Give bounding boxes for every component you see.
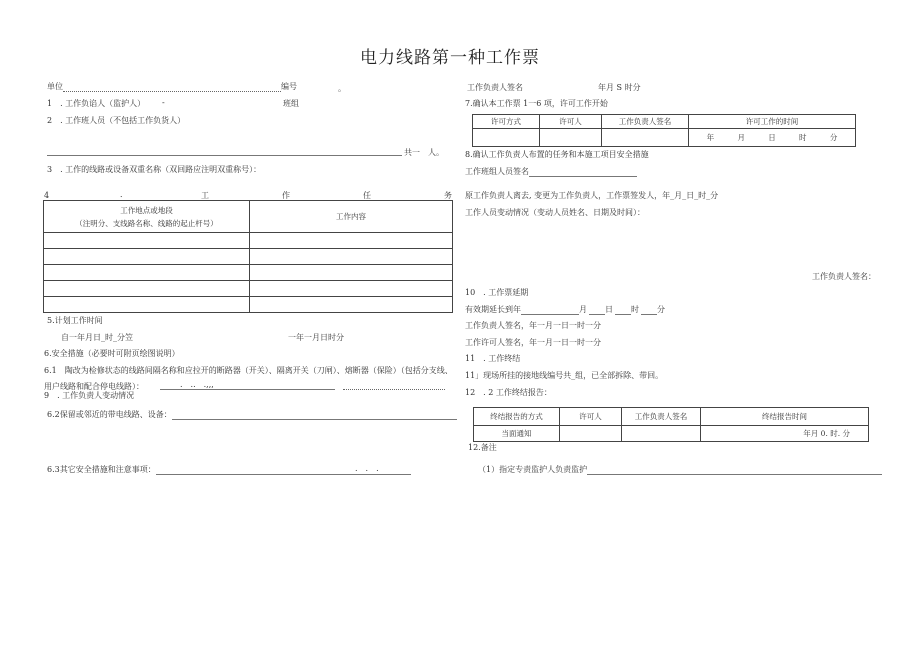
time-minute: 分: [829, 133, 838, 142]
unit-row: [47, 82, 297, 92]
item8-sign-label: 工作班组人员签名: [465, 167, 529, 176]
item2-total: 共一 人。: [404, 148, 444, 157]
task-cell[interactable]: [44, 265, 250, 281]
task-cell[interactable]: [44, 297, 250, 313]
end-header-method: 终结报告的方式: [474, 408, 560, 426]
permit-sign2: 工作许可人签名，年一月一日一时一分: [465, 338, 601, 347]
item62-label: 6.2保留或邻近的带电线路、设备：: [47, 410, 172, 419]
task-cell[interactable]: [44, 233, 250, 249]
number-mark: 。: [338, 84, 346, 93]
item2-label: 2 . 工作班人员（不包括工作负货人）: [47, 116, 186, 125]
item111-text: 11」现场所挂的接地线编号共_组，已全部拆除、带回。: [465, 371, 664, 380]
page-title: 电力线路第一种工作票: [360, 48, 540, 68]
item6-label: 6.安全措施（必要时可附页绘图说明）: [44, 349, 180, 358]
task-cell[interactable]: [250, 233, 453, 249]
time-year: 年: [706, 133, 715, 142]
item61-line1: 6.1 陶改为检修状态的线路间隔名称和应拉开的断路器（开关）、隔离开关（刀闸）、熔断器（保险）（包括分支线、: [44, 366, 453, 375]
remark1-row: [478, 465, 882, 475]
end-cell-leader[interactable]: [622, 426, 701, 442]
item5-from: 自一年月日_时_分笠: [61, 333, 133, 342]
extend-day-field[interactable]: [615, 306, 631, 315]
time-day: 日: [768, 133, 776, 142]
time-month: 月: [737, 133, 745, 142]
permit-header-method: 许可方式: [473, 115, 540, 129]
extend-month-field[interactable]: [589, 306, 605, 315]
number-label: 编号: [281, 82, 297, 91]
item5-label: 5.计划工作时间: [47, 316, 103, 325]
member-change: 工作人员变动情况（变动人员姓名、日期及时间）：: [465, 208, 645, 217]
item11-label: 11 . 工作终结: [465, 354, 521, 363]
end-header-person: 许可人: [560, 408, 622, 426]
item61-marks: . .. .,,,: [180, 380, 214, 389]
item4-char-1: 4: [44, 191, 50, 200]
unit-field[interactable]: [63, 83, 281, 92]
item8-label: 8.确认工作负责人布置的任务和本施工项目安全措施: [465, 150, 649, 159]
task-cell[interactable]: [250, 265, 453, 281]
leader-sign: 工作负责人签名：: [812, 272, 876, 281]
item10-label: 10 . 工作票延期: [465, 288, 529, 297]
end-header-leader: 工作负责人签名: [622, 408, 701, 426]
item4-char-5: 任: [363, 191, 371, 200]
item1-mark: -: [162, 98, 165, 107]
permit-header-leader: 工作负责人签名: [602, 115, 689, 129]
extend-year-field[interactable]: [521, 306, 579, 315]
extend-hour-field[interactable]: [641, 306, 657, 315]
item7-label: 7.确认本工作票 1一6 项，许可工作开始: [465, 99, 608, 108]
task-table: [43, 200, 453, 313]
item12-label: 12 . 2 工作终结报告：: [465, 388, 552, 397]
end-table: [473, 407, 869, 442]
time-hour: 时: [799, 133, 807, 142]
extend-hour: 时: [631, 305, 639, 314]
item9-label: 9 . 工作负责人变动情况: [44, 391, 135, 400]
change-text: 原工作负责人离去, 变更为工作负责人，工作票签发人，年_月_日_时_分: [465, 191, 719, 200]
item1-group: 班组: [283, 99, 299, 108]
item3-label: 3 . 工作的线路或设备双重名称（双回路应注明双重称号）：: [47, 165, 262, 174]
extend-label: 有效期延长到年: [465, 305, 521, 314]
item63-label: 6.3其它安全措施和注意事项：: [47, 465, 156, 474]
task-cell[interactable]: [250, 249, 453, 265]
task-col-location: 工作地点或地段 （注明分、支线路名称、线路的起止杆号）: [44, 201, 250, 233]
remark1-field[interactable]: [587, 466, 882, 475]
item4-char-2: ．: [120, 190, 128, 199]
sign-label: 工作负责人签名: [467, 83, 523, 92]
task-cell[interactable]: [44, 249, 250, 265]
permit-time-cell[interactable]: [689, 129, 856, 147]
end-cell-person[interactable]: [560, 426, 622, 442]
permit-cell[interactable]: [540, 129, 602, 147]
extend-month: 月: [579, 305, 587, 314]
leader-sign2: 工作负责人签名，年一月一日一时一分: [465, 321, 601, 330]
extend-day: 日: [605, 305, 613, 314]
item63-marks: . . .: [355, 464, 379, 473]
item2-line[interactable]: [47, 146, 402, 156]
end-header-time: 终结报告时间: [701, 408, 869, 426]
item61-dots[interactable]: [343, 380, 445, 390]
end-cell-time[interactable]: 年月 0. 时. 分: [701, 426, 869, 442]
task-cell[interactable]: [44, 281, 250, 297]
remark1-label: （1）指定专责监护人负责监护: [478, 465, 588, 474]
end-cell-method[interactable]: 当面通知: [474, 426, 560, 442]
item61-line2: 用户线路和配合停电线路）：: [44, 382, 144, 391]
permit-header-time: 许可工作的时间: [689, 115, 856, 129]
item62-field[interactable]: [172, 411, 457, 420]
extend-row: [465, 305, 665, 315]
item8-sign-field[interactable]: [529, 168, 637, 177]
item4-char-6: 务: [444, 191, 452, 200]
item1-label: 1 . 工作负谄人（监护人）: [47, 99, 146, 108]
item62-row: [47, 410, 457, 420]
extend-minute: 分: [657, 305, 665, 314]
remark-label: 12.备注: [468, 443, 497, 452]
permit-cell[interactable]: [602, 129, 689, 147]
unit-label: 单位: [47, 82, 63, 91]
item4-char-4: 作: [282, 191, 290, 200]
item4-char-3: 工: [201, 191, 209, 200]
task-cell[interactable]: [250, 281, 453, 297]
permit-cell[interactable]: [473, 129, 540, 147]
task-cell[interactable]: [250, 297, 453, 313]
item5-to: 一年一月日时分: [288, 333, 344, 342]
task-col-content: 工作内容: [250, 201, 453, 233]
permit-header-person: 许可人: [540, 115, 602, 129]
permit-table: [472, 114, 856, 147]
item8-sign-row: [465, 167, 637, 177]
sign-time: 年月 S 时分: [598, 83, 641, 92]
